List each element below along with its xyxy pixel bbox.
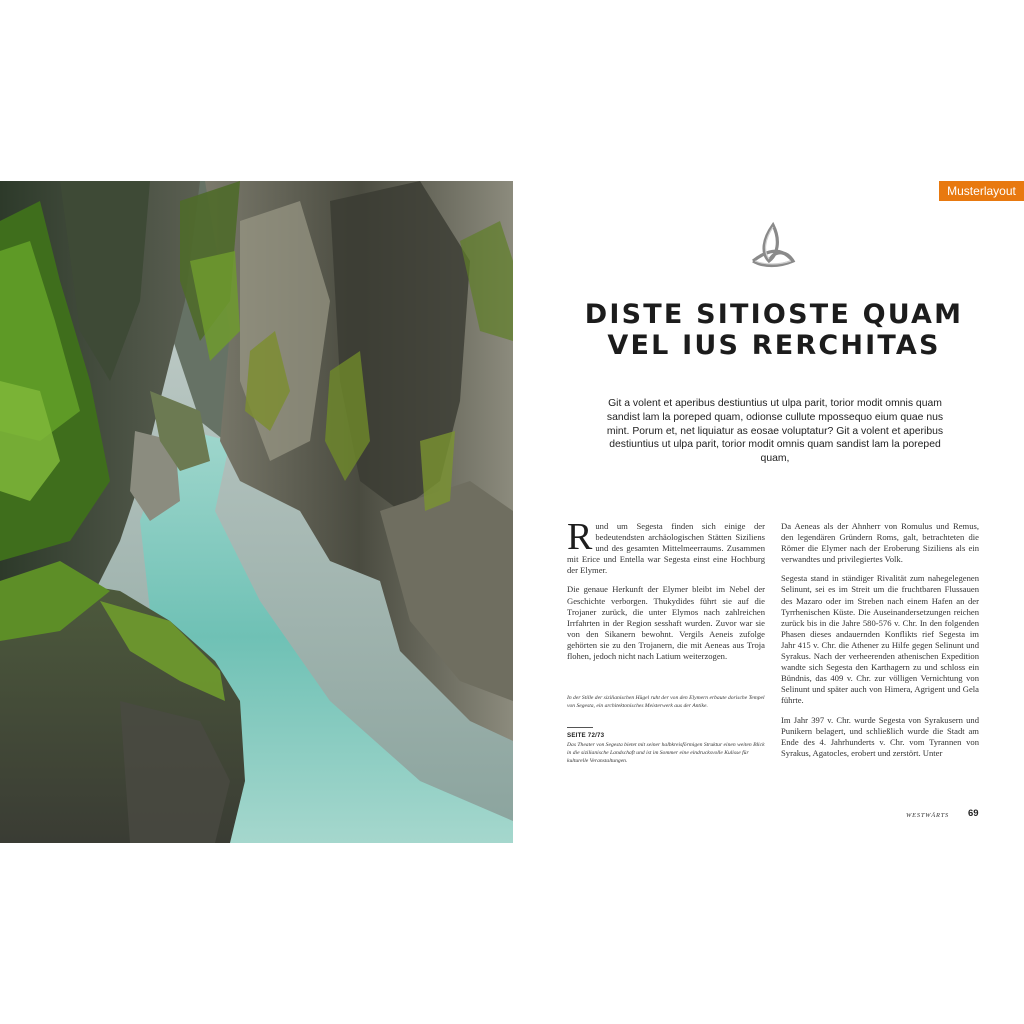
image-caption-secondary-text: Das Theater von Segesta bietet mit seiner halbkreisförmigen Struktur einen weiten Blick in die sizilianische Landschaft und ist im Sommer eine eindrucksvolle Kulisse für kulturelle Veranstaltungen. bbox=[567, 742, 765, 765]
page-headline bbox=[540, 299, 1008, 361]
lead-paragraph: Git a volent et aperibus destiuntius ut ulpa parit, torior modit omnis quam sandist lam la poreped quam, odionse cullute mpossequo eium quae nus mint. Porum et, net liquiatur as eosae voluptatur? Git a volent et aperibus destiuntius ut ulpa parit, torior modit omnis quam sandist lam la poreped quam, bbox=[606, 398, 944, 465]
running-footer-section: WESTWÄRTS bbox=[906, 812, 950, 819]
triquetra-icon bbox=[747, 221, 799, 271]
drop-cap: R bbox=[567, 516, 593, 558]
body-paragraph-5: Im Jahr 397 v. Chr. wurde Segesta von Syrakusern und Punikern belagert, und schließlich wurde die Stadt am Ende des 4. Jahrhunderts v. Chr. vom Tyrannen von Syrakus, Agatocles, erobert und zerstört. Unter bbox=[781, 714, 979, 758]
image-caption-secondary bbox=[567, 741, 769, 766]
body-column-left bbox=[567, 516, 765, 670]
image-caption-text: In der Stille der sizilianischen Hügel ruht der von den Elymern erbaute dorische Tempel von Segesta, ein architektonisches Meisterwerk aus der Antike. bbox=[567, 695, 765, 710]
body-paragraph-1 bbox=[567, 516, 765, 576]
body-paragraph-1-text: und um Segesta finden sich einige der bedeutendsten archäologischen Stätten Siziliens und des gesamten Mittelmeerraums. Zusammen mit Erice und Entella war Segesta einst eine Hochburg der Elymer. bbox=[567, 521, 765, 576]
gorge-photo-illustration bbox=[0, 181, 513, 843]
body-column-right bbox=[781, 521, 979, 767]
body-paragraph-4: Segesta stand in ständiger Rivalität zum nahegelegenen Selinunt, sei es im Streit um die fruchtbaren Flussauen des Mazaro oder im Streben nach einem Hafen an der Tyrrhenischen Küste. Die Auseinandersetzungen reichen zurück bis in die Jahre 580-576 v. Chr. In den folgenden Phasen dieses andauernden Konflikts rief Segesta im Jahr 415 v. Chr. die Athener zu Hilfe gegen Selinunt und Syrakus. Nach der verheerenden athenischen Expedition wandte sich Segesta den Karthagern zu und schloss ein Bündnis, das 409 v. Chr. zur völligen Vernichtung von Selinunt und später auch von Himera, Agrigent und Gela führte. bbox=[781, 573, 979, 706]
gorge-photo bbox=[0, 181, 513, 843]
caption-page-reference: SEITE 72/73 bbox=[567, 732, 605, 739]
musterlayout-tag: Musterlayout bbox=[939, 181, 1024, 201]
book-spread bbox=[0, 181, 1024, 843]
page-number: 69 bbox=[968, 808, 979, 819]
body-paragraph-2: Die genaue Herkunft der Elymer bleibt im Nebel der Geschichte verborgen. Thukydides führt sie auf die Trojaner zurück, die unter Elymos nach zahlreichen Irrfahrten in der Region sesshaft wurden. Zuvor war sie von den Sikanern bewohnt. Vergils Aeneis zufolge gehörten sie zu den Trojanern, die mit Aeneas aus Troja flohen, jedoch nicht nach Latium weiterzogen. bbox=[567, 584, 765, 662]
headline-line-2: VEL IUS RERCHITAS bbox=[607, 330, 941, 361]
image-caption bbox=[567, 694, 765, 710]
body-paragraph-3: Da Aeneas als der Ahnherr von Romulus und Remus, den legendären Gründern Roms, galt, betrachteten die Römer die Elymer nach der Eroberung Siziliens als ein verwandtes und privilegiertes Volk. bbox=[781, 521, 979, 565]
caption-divider bbox=[567, 727, 593, 728]
headline-line-1: DISTE SITIOSTE QUAM bbox=[584, 299, 964, 330]
